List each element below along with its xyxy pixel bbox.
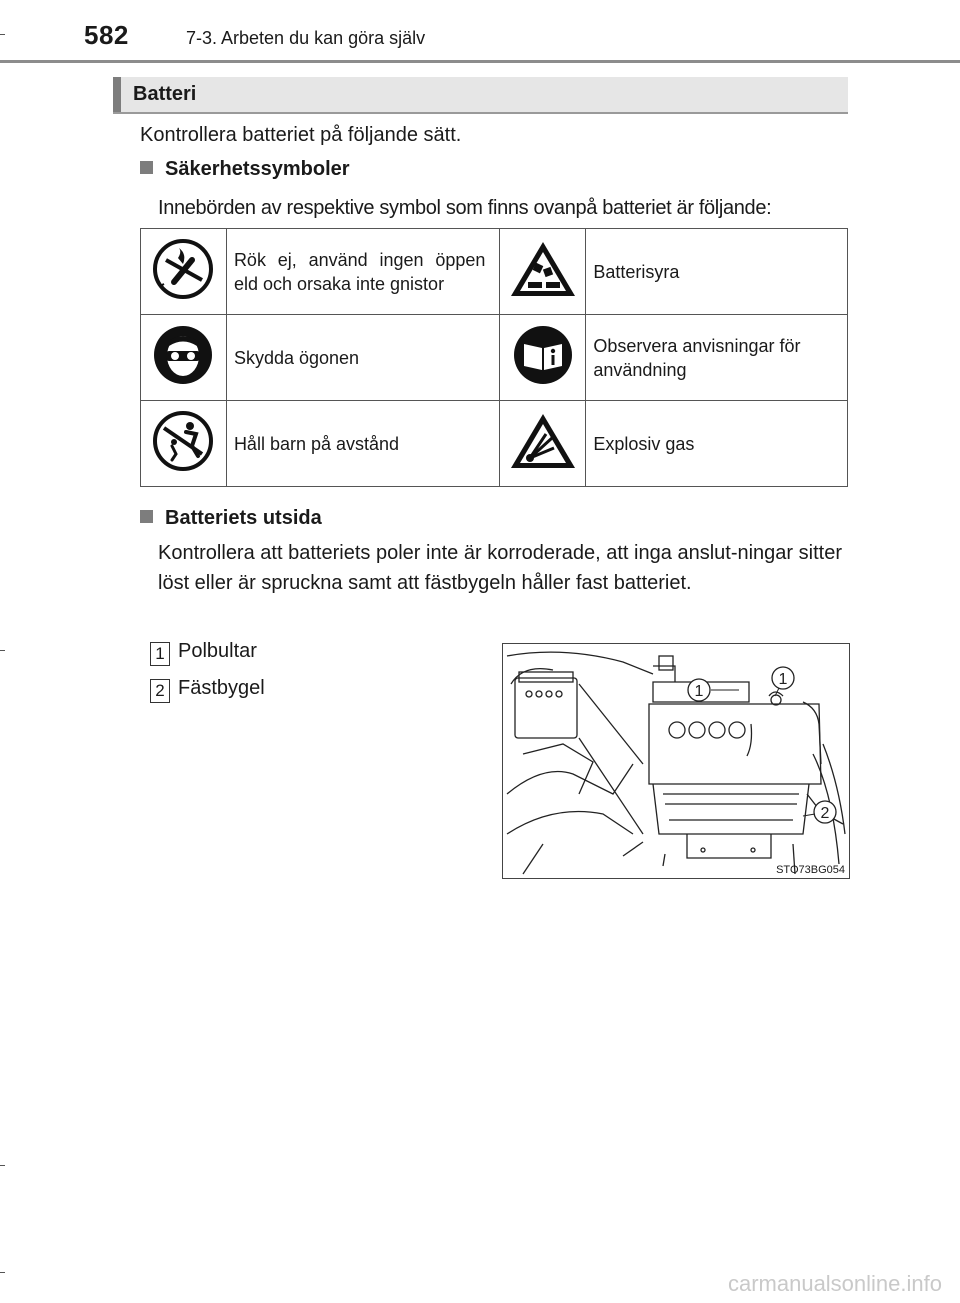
safety-heading <box>140 158 350 181</box>
chapter-title: 7-3. Arbeten du kan göra själv <box>186 28 426 48</box>
symbol-cell <box>500 315 586 401</box>
callout-number: 2 <box>150 679 170 703</box>
table-row <box>141 315 848 401</box>
symbol-cell <box>141 315 227 401</box>
margin-tick <box>0 34 5 35</box>
symbol-label: Rök ej, använd ingen öppen eld och orsaka inte gnistor <box>226 229 499 315</box>
section-accent <box>113 77 121 112</box>
explosive-gas-icon <box>508 410 578 472</box>
intro-text: Kontrollera batteriet på följande sätt. <box>140 124 462 146</box>
margin-tick <box>0 1165 5 1166</box>
eye-protection-icon <box>152 324 214 386</box>
safety-description: Innebörden av respektive symbol som finns ovanpå batteriet är följande: <box>158 197 772 219</box>
symbol-cell <box>500 401 586 487</box>
exterior-heading <box>140 507 322 530</box>
battery-acid-icon <box>508 238 578 300</box>
exterior-heading-text: Batteriets utsida <box>165 507 322 529</box>
callout-1b-label: 1 <box>778 671 788 688</box>
legend-label: Fästbygel <box>178 677 265 699</box>
table-row <box>141 229 848 315</box>
safety-symbols-table <box>140 228 848 487</box>
legend-item <box>150 677 265 703</box>
symbol-label: Explosiv gas <box>586 401 848 487</box>
no-smoking-fire-icon <box>152 238 214 300</box>
section-header <box>113 77 848 114</box>
symbol-label: Skydda ögonen <box>226 315 499 401</box>
watermark: carmanualsonline.info <box>727 1271 942 1296</box>
read-instructions-icon <box>512 324 574 386</box>
header-divider <box>0 60 960 63</box>
callout-1-label: 1 <box>694 683 704 700</box>
safety-heading-text: Säkerhetssymboler <box>165 158 350 180</box>
battery-drawing-icon <box>503 644 849 878</box>
legend-item <box>150 640 257 666</box>
square-bullet-icon <box>140 161 153 174</box>
legend-label: Polbultar <box>178 640 257 662</box>
margin-tick <box>0 1272 5 1273</box>
symbol-cell <box>141 229 227 315</box>
exterior-text: Kontrollera att batteriets poler inte är korroderade, att inga anslut-ningar sitter löst eller är spruckna samt att fästbygeln håller fast batteriet. <box>158 542 842 594</box>
symbol-label: Håll barn på avstånd <box>226 401 499 487</box>
callout-number: 1 <box>150 642 170 666</box>
margin-tick <box>0 650 5 651</box>
battery-illustration <box>502 643 850 879</box>
symbol-cell <box>500 229 586 315</box>
table-row <box>141 401 848 487</box>
square-bullet-icon <box>140 510 153 523</box>
symbol-cell <box>141 401 227 487</box>
figure-code: STO73BG054 <box>776 864 845 876</box>
keep-children-away-icon <box>152 410 214 472</box>
callout-marks <box>688 667 836 823</box>
section-title: Batteri <box>133 83 197 105</box>
symbol-label: Batterisyra <box>586 229 848 315</box>
page-number: 582 <box>84 20 129 50</box>
callout-2-label: 2 <box>820 805 830 822</box>
symbol-label: Observera anvisningar för användning <box>586 315 848 401</box>
